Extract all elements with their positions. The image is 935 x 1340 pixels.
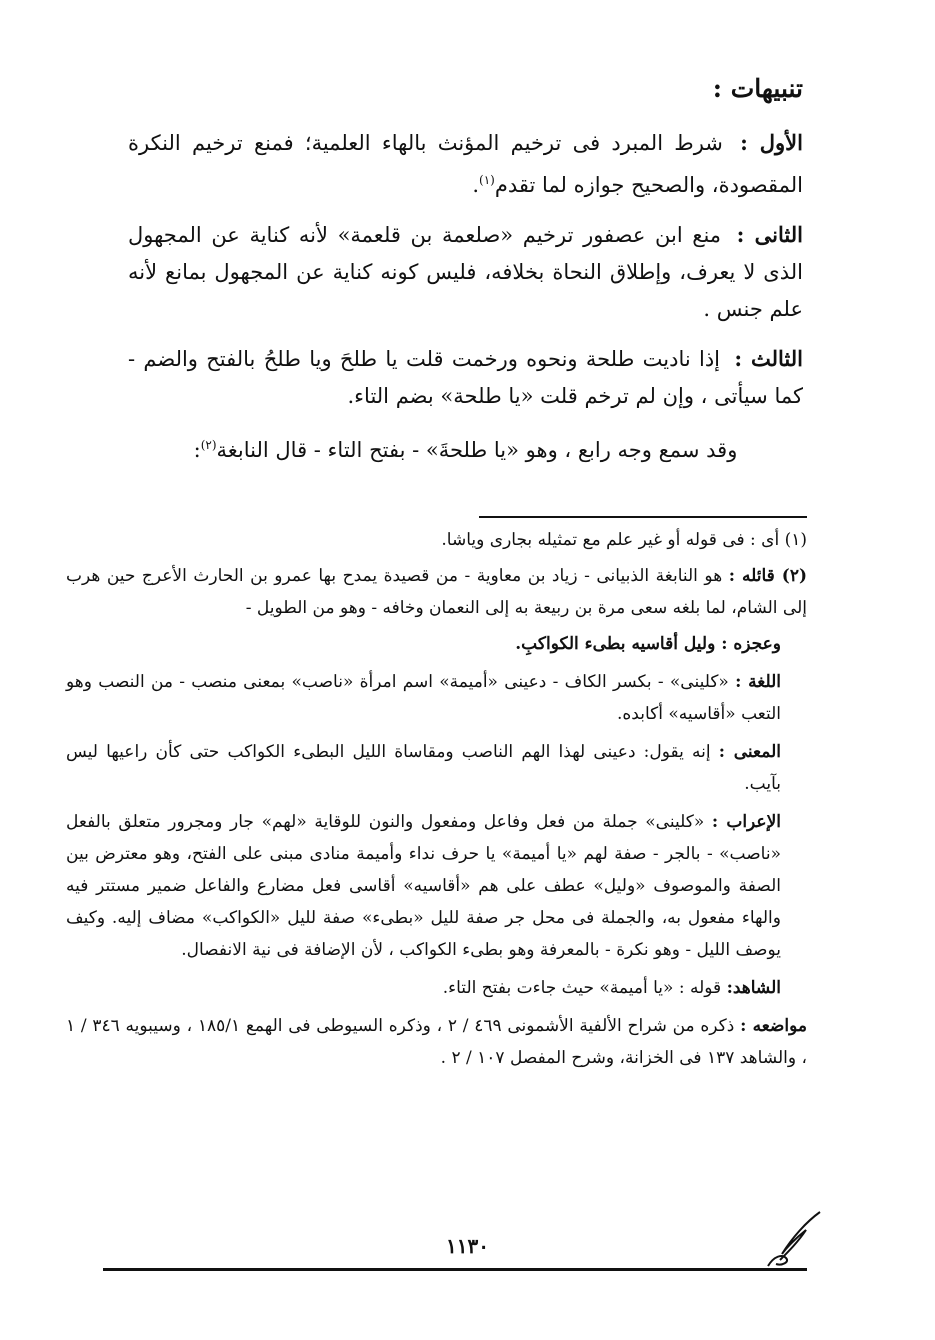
main-text: [128, 124, 803, 481]
footnote-lead: (٢) قائله :: [728, 566, 808, 586]
paragraph-second: [128, 216, 803, 328]
footnote-ajz: وعجزه : وليل أقاسيه بطىء الكواكبِ.: [515, 634, 781, 654]
paragraph-lead: الثانى :: [736, 222, 803, 247]
footnote-mana: [66, 736, 807, 800]
footnote-lead: اللغة :: [735, 672, 782, 692]
footnote-text: إنه يقول: دعينى لهذا الهم الناصب ومقاساة الليل البطىء الكواكب حتى كأن راعيها ليس بآيب.: [66, 742, 781, 794]
footnote-separator: [479, 516, 807, 518]
footnote-text: «كلينى» - بكسر الكاف - دعينى «أميمة» اسم امرأة «ناصب» بمعنى منصب - من النصب وهو التعب «أقاسيه» أكابده.: [66, 672, 781, 724]
footnote-lugha: [66, 666, 807, 730]
paragraph-end: :: [193, 438, 201, 462]
bottom-rule: [103, 1268, 807, 1271]
footnote-lead: مواضعه :: [740, 1016, 807, 1036]
footnote-text: «كلينى» جملة من فعل وفاعل ومفعول والنون للوقاية «لهم» جار ومجرور متعلق بالفعل «ناصب» - بالجر - صفة لهم «يا أميمة» يا حرف نداء وأميمة منادى مبنى على الفتح، وهو معترض بين الصفة والموصوف «وليل» عطف على هم «أقاسيه» أقاسى فعل مضارع والفاعل ضمير مستتر فيه والهاء مفعول به، والجملة فى محل جر صفة لليل «بطىء» صفة لليل «الكواكب» مضاف إليه. وكيف يوصف الليل - وهو نكرة - بالمعرفة وهو بطىء الكواكب ، لأن الإضافة فى نية الانفصال.: [66, 812, 781, 960]
footnote-ref: (٢): [200, 438, 217, 452]
footnote-irab: [66, 806, 807, 966]
paragraph-text: إذا ناديت طلحة ونحوه ورخمت قلت يا طلحَ ويا طلحُ بالفتح والضم - كما سيأتى ، وإن لم ترخم قلت «يا طلحة» بضم التاء.: [128, 347, 803, 408]
footnote-mawadi: [66, 1010, 807, 1074]
footnote-1: (١) أى : فى قوله أو غير علم مع تمثيله بجارى وياشا.: [441, 530, 807, 550]
footnote-lead: الإعراب :: [711, 812, 781, 832]
footnote-ref: (١): [479, 173, 495, 187]
footnote-lead: الشاهد:: [726, 978, 781, 998]
paragraph-text: وقد سمع وجه رابع ، وهو «يا طلحةَ» - بفتح التاء - قال النابغة: [216, 438, 738, 462]
paragraph-lead: الأول :: [740, 130, 803, 155]
footnote-shahid: [66, 972, 807, 1004]
footnote-text: ذكره من شراح الألفية الأشمونى ٤٦٩ / ٢ ، وذكره السيوطى فى الهمع ١٨٥/١ ، وسيبويه ٣٤٦ / ١ ، والشاهد ١٣٧ فى الخزانة، وشرح المفصل ١٠٧ / ٢ .: [66, 1016, 807, 1068]
section-heading: تنبيهات :: [712, 74, 803, 103]
paragraph-third: [128, 340, 803, 415]
paragraph-fourth: [128, 427, 803, 469]
paragraph-text: شرط المبرد فى ترخيم المؤنث بالهاء العلمية؛ فمنع ترخيم النكرة المقصودة، والصحيح جوازه لما تقدم: [128, 131, 803, 197]
quill-icon: [762, 1208, 826, 1270]
footnote-2: [66, 560, 807, 624]
paragraph-text: منع ابن عصفور ترخيم «صلعمة بن قلعمة» لأنه كناية عن المجهول الذى لا يعرف، وإطلاق النحاة بخلافه، فليس كونه كناية عن المجهول بمانع لأنه علم جنس .: [128, 223, 803, 321]
footnotes: [66, 524, 807, 1080]
footnote-text: قوله : «يا أميمة» حيث جاءت بفتح التاء.: [442, 978, 722, 998]
paragraph-end: .: [472, 173, 479, 197]
footnote-lead: المعنى :: [718, 742, 781, 762]
paragraph-lead: الثالث :: [734, 346, 803, 371]
page-number: ١١٣٠: [446, 1234, 489, 1258]
footnote-text: هو النابغة الذبيانى - زياد بن معاوية - من قصيدة يمدح بها عمرو بن الحارث الأعرج حين هرب إلى الشام، لما بلغه سعى مرة بن ربيعة به إلى النعمان وخافه - وهو من الطويل -: [66, 566, 807, 618]
paragraph-first: [128, 124, 803, 204]
